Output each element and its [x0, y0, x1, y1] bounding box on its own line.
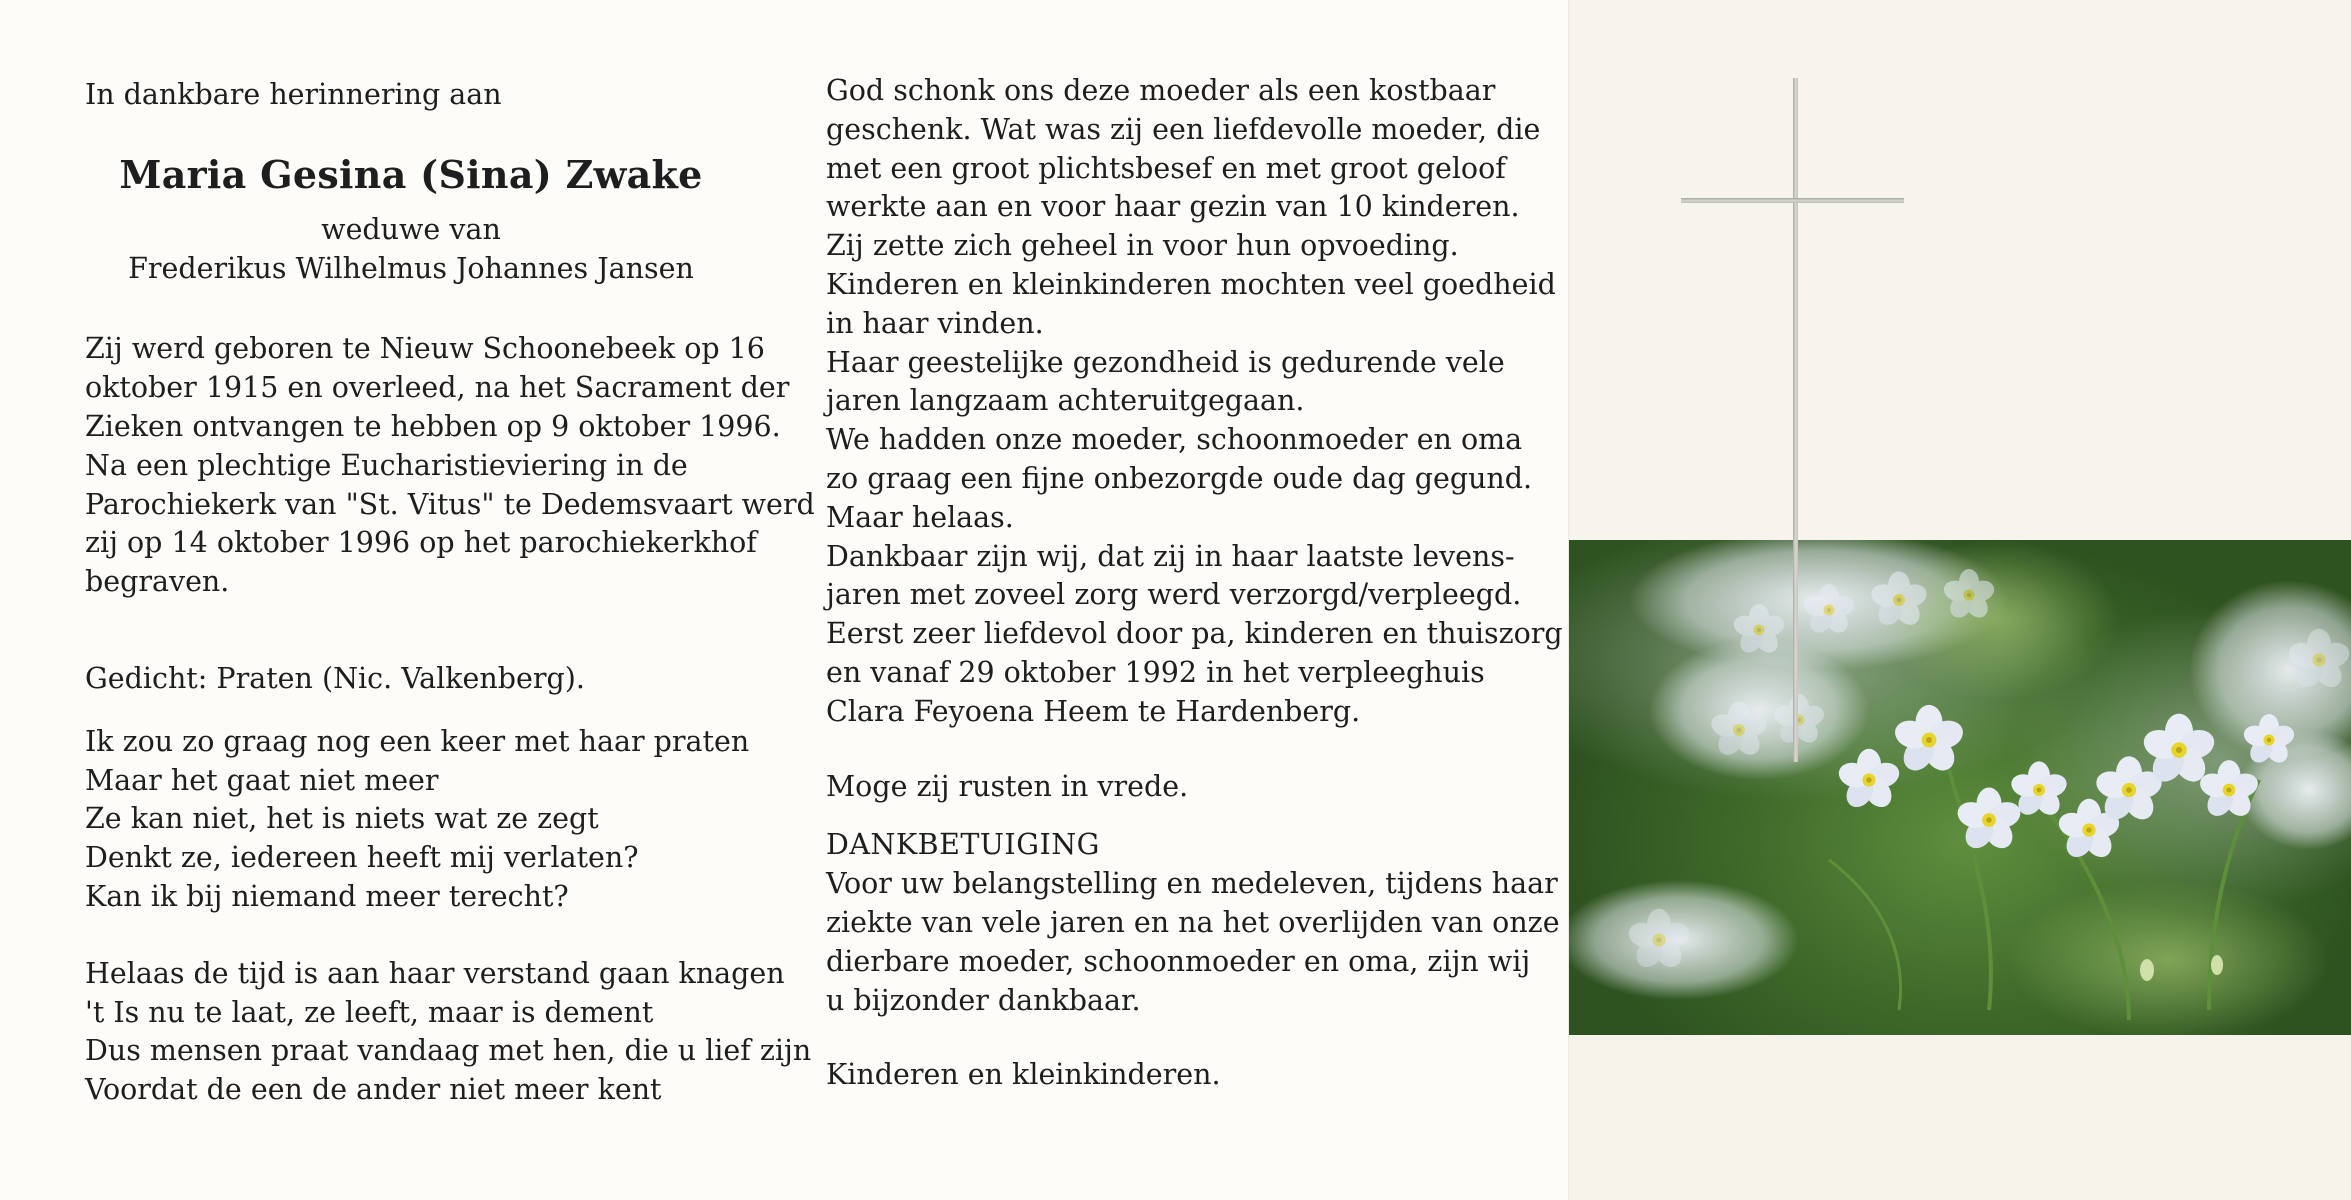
- biography-line: zij op 14 oktober 1996 op het parochiekerkhof: [85, 526, 757, 560]
- biography-line: begraven.: [85, 565, 230, 599]
- forget-me-not-flowers-illustration: [1569, 540, 2351, 1035]
- tribute-line: werkte aan en voor haar gezin van 10 kinderen.: [826, 190, 1520, 224]
- intro-text: In dankbare herinnering aan: [85, 78, 502, 111]
- poem-line: Kan ik bij niemand meer terecht?: [85, 879, 569, 913]
- biography: [85, 330, 815, 602]
- poem-line: Ik zou zo graag nog een keer met haar praten: [85, 724, 750, 758]
- tribute-line: jaren met zoveel zorg werd verzorgd/verpleegd.: [826, 578, 1522, 612]
- poem-line: Maar het gaat niet meer: [85, 763, 439, 797]
- biography-line: Na een plechtige Eucharistieviering in de: [85, 448, 688, 482]
- cross-bar: [1681, 198, 1904, 203]
- deceased-name: Maria Gesina (Sina) Zwake: [119, 151, 703, 197]
- thanks-line: dierbare moeder, schoonmoeder en oma, zijn wij: [826, 944, 1531, 978]
- biography-line: Zieken ontvangen te hebben op 9 oktober 1996.: [85, 409, 781, 443]
- poem-stanza-2: [85, 955, 812, 1110]
- tribute-line: Clara Feyoena Heem te Hardenberg.: [826, 694, 1361, 728]
- biography-line: Zij werd geboren te Nieuw Schoonebeek op 16: [85, 332, 765, 366]
- cross-icon: [1793, 78, 1798, 762]
- poem-line: Voordat de een de ander niet meer kent: [85, 1073, 662, 1107]
- poem-line: Helaas de tijd is aan haar verstand gaan knagen: [85, 956, 785, 990]
- poem-line: Denkt ze, iedereen heeft mij verlaten?: [85, 841, 639, 875]
- tribute-line: in haar vinden.: [826, 306, 1044, 340]
- biography-line: Parochiekerk van "St. Vitus" te Dedemsvaart werd: [85, 487, 815, 521]
- tribute-line: Dankbaar zijn wij, dat zij in haar laatste levens-: [826, 539, 1515, 573]
- thanks-line: u bijzonder dankbaar.: [826, 983, 1141, 1017]
- thanks-line: ziekte van vele jaren en na het overlijden van onze: [826, 905, 1560, 939]
- rest-block: [826, 768, 1516, 807]
- poem-title-block: [85, 660, 745, 699]
- rest-text: Moge zij rusten in vrede.: [826, 769, 1189, 803]
- tribute-line: met een groot plichtsbesef en met groot geloof: [826, 151, 1506, 185]
- poem-line: Dus mensen praat vandaag met hen, die u lief zijn: [85, 1034, 812, 1068]
- biography-line: oktober 1915 en overleed, na het Sacrament der: [85, 371, 790, 405]
- spouse-name: Frederikus Wilhelmus Johannes Jansen: [128, 251, 694, 285]
- tribute-line: Maar helaas.: [826, 500, 1014, 534]
- tribute-line: Haar geestelijke gezondheid is gedurende vele: [826, 345, 1505, 379]
- poem-title: Gedicht: Praten (Nic. Valkenberg).: [85, 661, 585, 695]
- tribute-line: God schonk ons deze moeder als een kostbaar: [826, 74, 1496, 107]
- thanks-line: Voor uw belangstelling en medeleven, tijdens haar: [826, 867, 1558, 901]
- signature-text: Kinderen en kleinkinderen.: [826, 1058, 1221, 1092]
- image-panel: [1568, 0, 2351, 1200]
- tribute-line: jaren langzaam achteruitgegaan.: [826, 384, 1305, 418]
- tribute-text: [826, 72, 1563, 732]
- flowers-photo: [1569, 540, 2351, 1035]
- tribute-line: Eerst zeer liefdevol door pa, kinderen en thuiszorg: [826, 617, 1563, 651]
- tribute-line: zo graag een fijne onbezorgde oude dag gegund.: [826, 461, 1533, 495]
- relation-text: weduwe van: [321, 212, 501, 246]
- thanks-block: [826, 826, 1560, 1020]
- bottom-strip: [1569, 1035, 2351, 1200]
- signature-block: [826, 1056, 1516, 1095]
- tribute-line: We hadden onze moeder, schoonmoeder en oma: [826, 423, 1523, 457]
- right-column: [826, 72, 1563, 1095]
- tribute-line: en vanaf 29 oktober 1992 in het verpleeghuis: [826, 655, 1485, 689]
- thanks-heading: DANKBETUIGING: [826, 828, 1100, 862]
- poem-stanza-1: [85, 723, 750, 917]
- tribute-line: Zij zette zich geheel in voor hun opvoeding.: [826, 229, 1459, 263]
- poem-line: 't Is nu te laat, ze leeft, maar is dement: [85, 995, 654, 1029]
- tribute-line: geschenk. Wat was zij een liefdevolle moeder, die: [826, 112, 1541, 146]
- left-column: [85, 72, 815, 1110]
- poem-line: Ze kan niet, het is niets wat ze zegt: [85, 802, 599, 836]
- tribute-line: Kinderen en kleinkinderen mochten veel goedheid: [826, 267, 1556, 301]
